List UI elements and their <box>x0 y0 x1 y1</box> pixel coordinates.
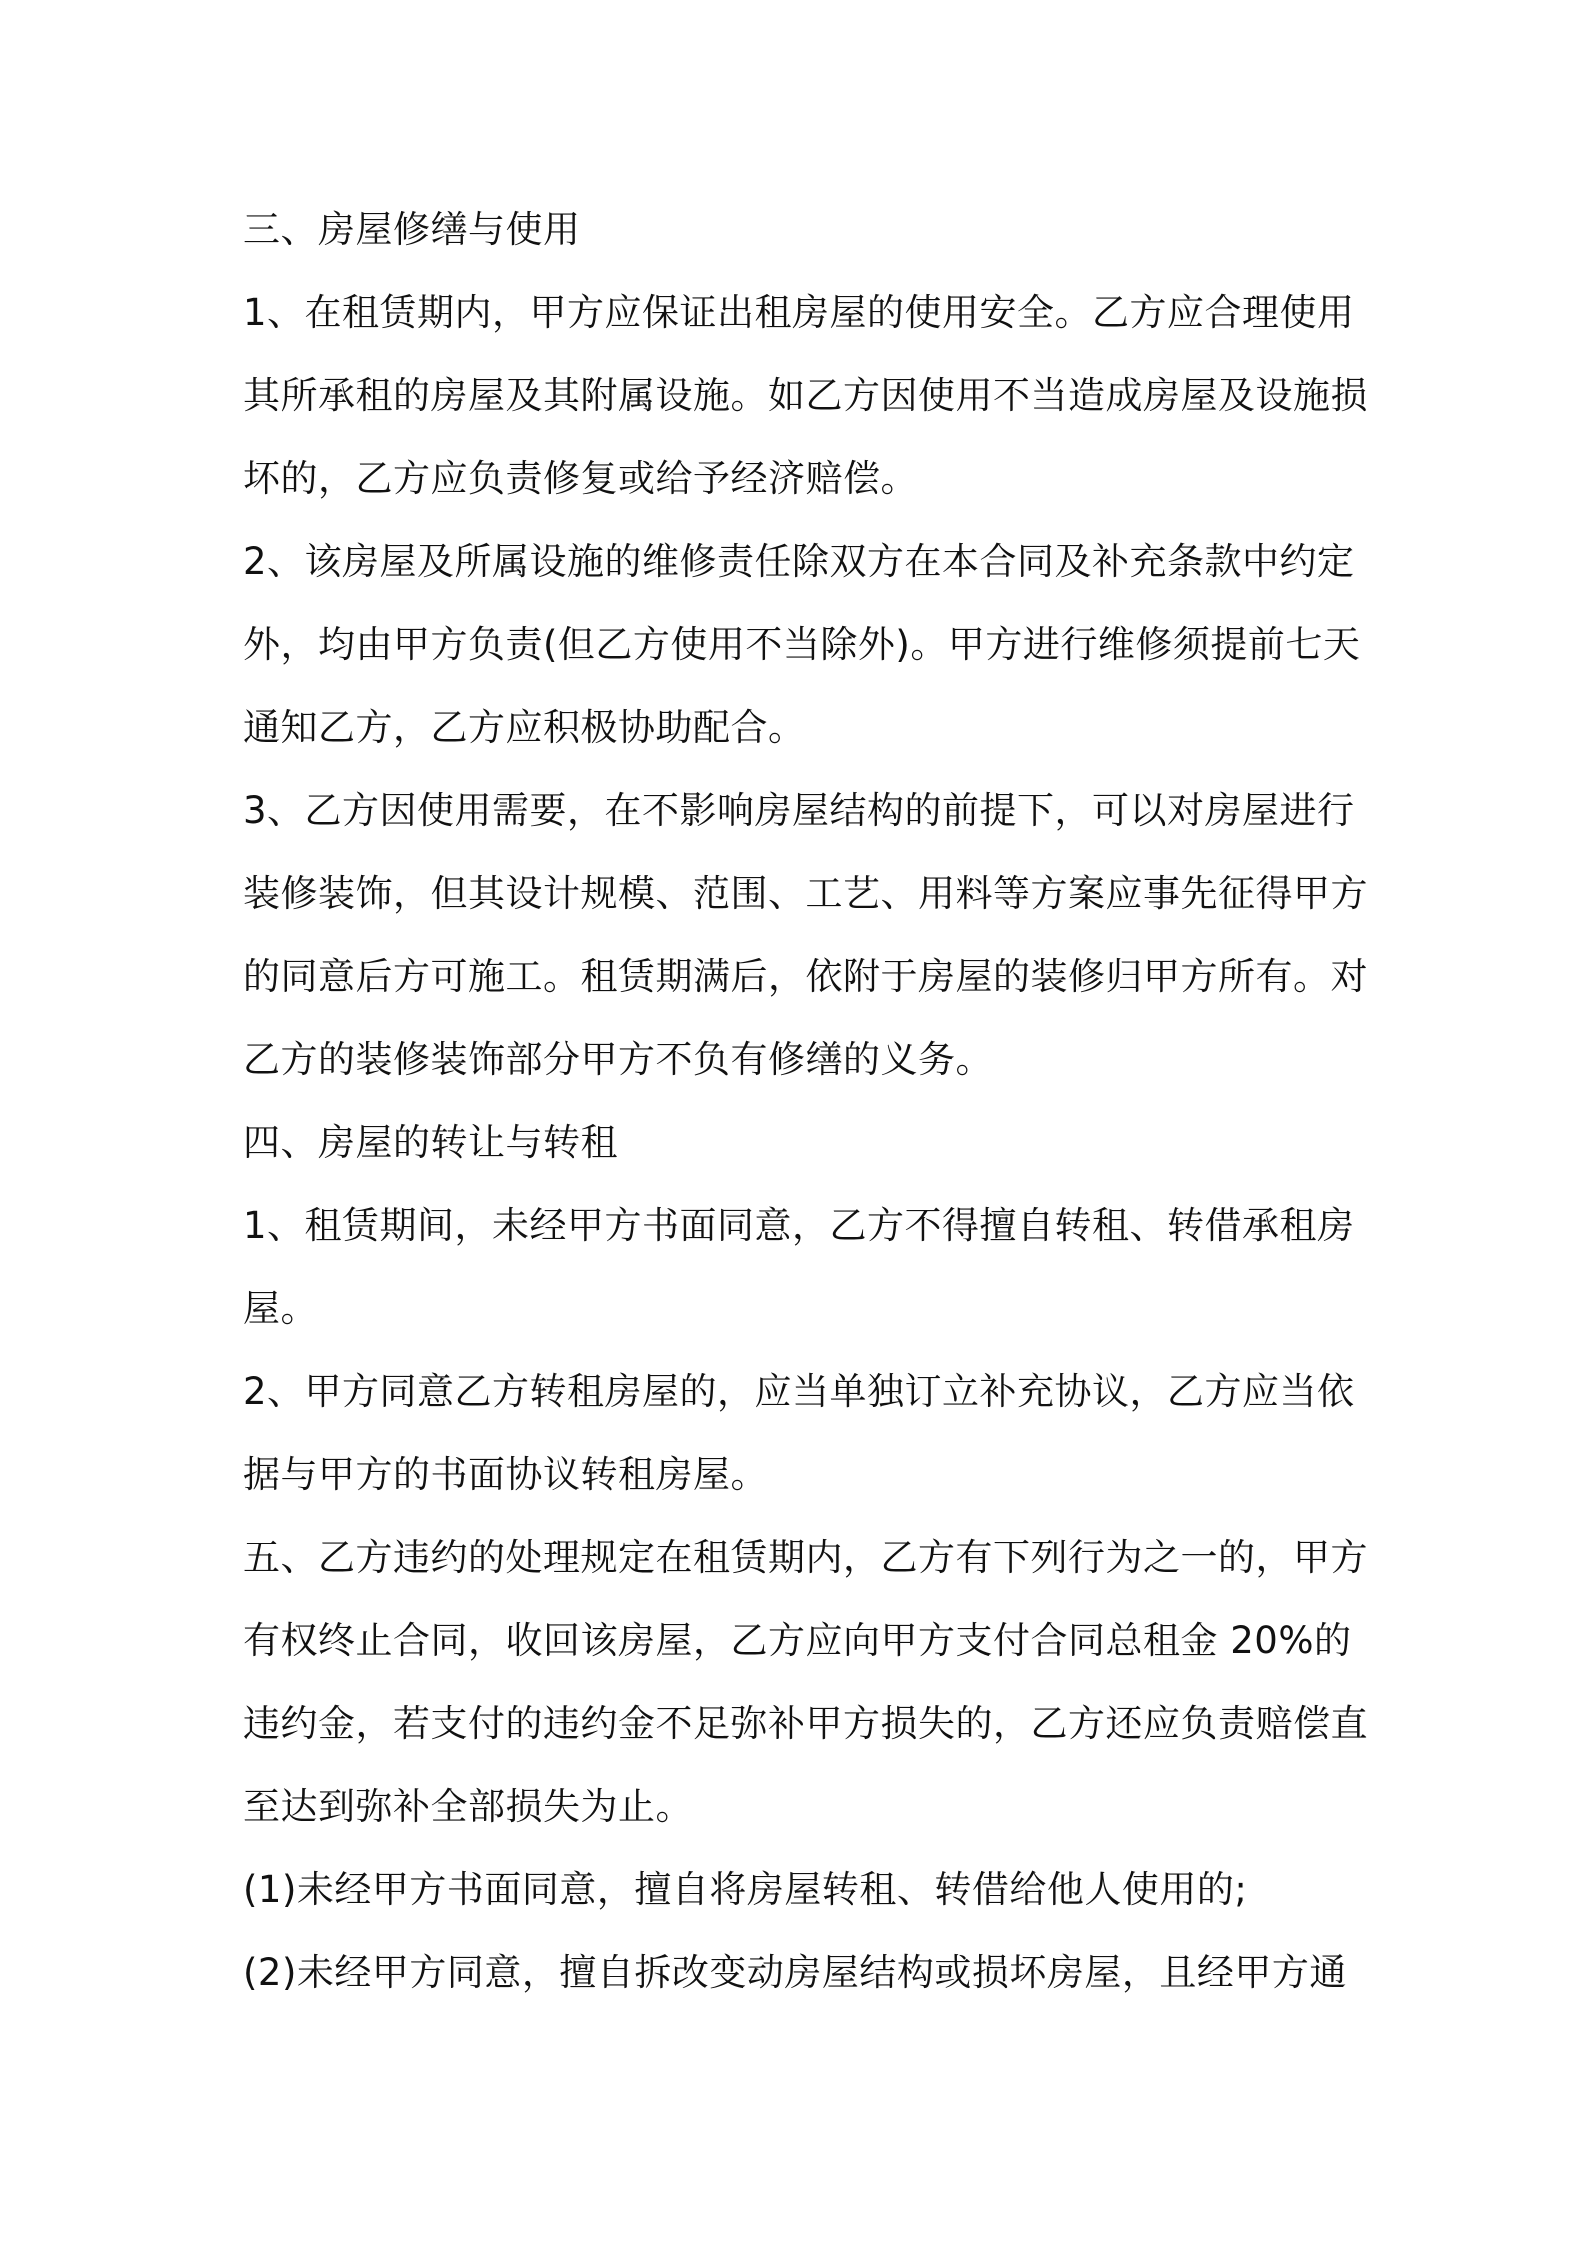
text-line: 2、甲方同意乙方转租房屋的，应当单独订立补充协议，乙方应当依 <box>243 1370 1355 1413</box>
text-line: 通知乙方，乙方应积极协助配合。 <box>243 706 806 749</box>
text-line: 1、租赁期间，未经甲方书面同意，乙方不得擅自转租、转借承租房 <box>243 1204 1355 1247</box>
text-line: (1)未经甲方书面同意，擅自将房屋转租、转借给他人使用的; <box>243 1868 1248 1911</box>
text-line: 据与甲方的书面协议转租房屋。 <box>243 1453 768 1496</box>
section-heading-3: 三、房屋修缮与使用 <box>243 208 581 251</box>
text-line: 2、该房屋及所属设施的维修责任除双方在本合同及补充条款中约定 <box>243 540 1355 583</box>
text-line: 乙方的装修装饰部分甲方不负有修缮的义务。 <box>243 1038 993 1081</box>
text-line: (2)未经甲方同意，擅自拆改变动房屋结构或损坏房屋，且经甲方通 <box>243 1951 1347 1994</box>
text-line: 坏的，乙方应负责修复或给予经济赔偿。 <box>243 457 918 500</box>
text-line: 其所承租的房屋及其附属设施。如乙方因使用不当造成房屋及设施损 <box>243 374 1368 417</box>
text-line: 违约金，若支付的违约金不足弥补甲方损失的，乙方还应负责赔偿直 <box>243 1702 1368 1745</box>
text-line: 至达到弥补全部损失为止。 <box>243 1785 693 1828</box>
text-line: 屋。 <box>243 1287 318 1330</box>
section-heading-5: 五、乙方违约的处理规定在租赁期内，乙方有下列行为之一的，甲方 <box>243 1536 1368 1579</box>
text-line: 的同意后方可施工。租赁期满后，依附于房屋的装修归甲方所有。对 <box>243 955 1368 998</box>
text-line: 3、乙方因使用需要，在不影响房屋结构的前提下，可以对房屋进行 <box>243 789 1355 832</box>
text-line: 外，均由甲方负责(但乙方使用不当除外)。甲方进行维修须提前七天 <box>243 623 1361 666</box>
text-line: 1、在租赁期内，甲方应保证出租房屋的使用安全。乙方应合理使用 <box>243 291 1355 334</box>
section-heading-4: 四、房屋的转让与转租 <box>243 1121 618 1164</box>
text-line: 装修装饰，但其设计规模、范围、工艺、用料等方案应事先征得甲方 <box>243 872 1368 915</box>
text-line: 有权终止合同，收回该房屋，乙方应向甲方支付合同总租金 20%的 <box>243 1619 1352 1662</box>
